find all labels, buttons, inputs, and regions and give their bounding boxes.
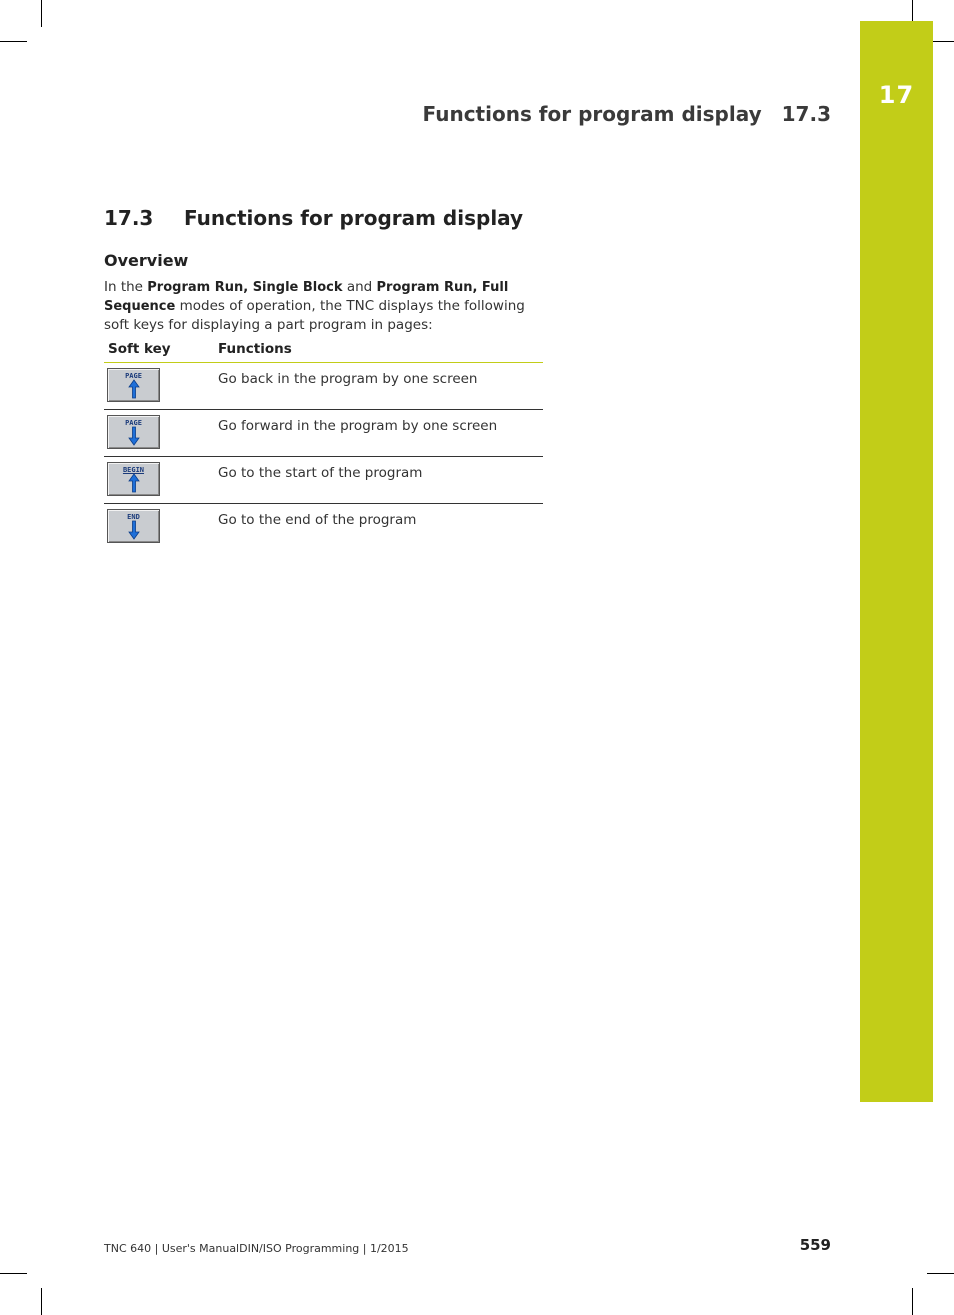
table-header [104, 338, 543, 363]
crop-mark [0, 1273, 27, 1274]
soft-key-label: PAGE [125, 419, 142, 427]
page-down-soft-key[interactable] [107, 415, 160, 449]
table-row [104, 363, 543, 410]
crop-mark [0, 41, 27, 42]
soft-key-table [104, 338, 543, 550]
arrow-down-icon [128, 520, 140, 540]
chapter-number: 17 [878, 81, 915, 109]
function-text: Go to the start of the program [218, 465, 423, 481]
intro-text: In the [104, 279, 148, 295]
function-text: Go to the end of the program [218, 512, 417, 528]
intro-text: modes of operation, the TNC displays the following soft keys for displaying a part program in pages: [104, 298, 525, 333]
page-up-soft-key[interactable] [107, 368, 160, 402]
running-head-number: 17.3 [781, 102, 831, 126]
crop-mark [41, 0, 42, 27]
crop-mark [912, 1288, 913, 1315]
crop-mark [927, 1273, 954, 1274]
table-row [104, 504, 543, 550]
section-number: 17.3 [104, 206, 154, 230]
function-text: Go forward in the program by one screen [218, 418, 498, 434]
section-heading [104, 206, 523, 230]
soft-key-label: END [127, 513, 140, 521]
header-functions: Functions [218, 341, 292, 357]
crop-mark [41, 1288, 42, 1315]
chapter-tab [860, 21, 933, 1102]
arrow-up-icon [128, 379, 140, 399]
header-soft-key: Soft key [108, 341, 171, 357]
mode-name: Program Run, Full Sequence [104, 280, 509, 314]
begin-soft-key[interactable] [107, 462, 160, 496]
footer-text: TNC 640 | User's ManualDIN/ISO Programming | 1/2015 [104, 1242, 409, 1255]
running-head [423, 102, 831, 126]
mode-name: Program Run, Single Block [147, 280, 343, 295]
soft-key-label: PAGE [125, 372, 142, 380]
table-row [104, 410, 543, 457]
intro-paragraph [104, 278, 546, 334]
table-row [104, 457, 543, 504]
intro-text: and [342, 279, 377, 295]
function-text: Go back in the program by one screen [218, 371, 478, 387]
page-number: 559 [799, 1236, 831, 1254]
soft-key-label: BEGIN [122, 466, 145, 474]
end-soft-key[interactable] [107, 509, 160, 543]
section-title: Functions for program display [184, 206, 524, 230]
arrow-up-icon [128, 473, 140, 493]
running-head-title: Functions for program display [422, 102, 762, 126]
overview-heading: Overview [104, 251, 189, 270]
arrow-down-icon [128, 426, 140, 446]
